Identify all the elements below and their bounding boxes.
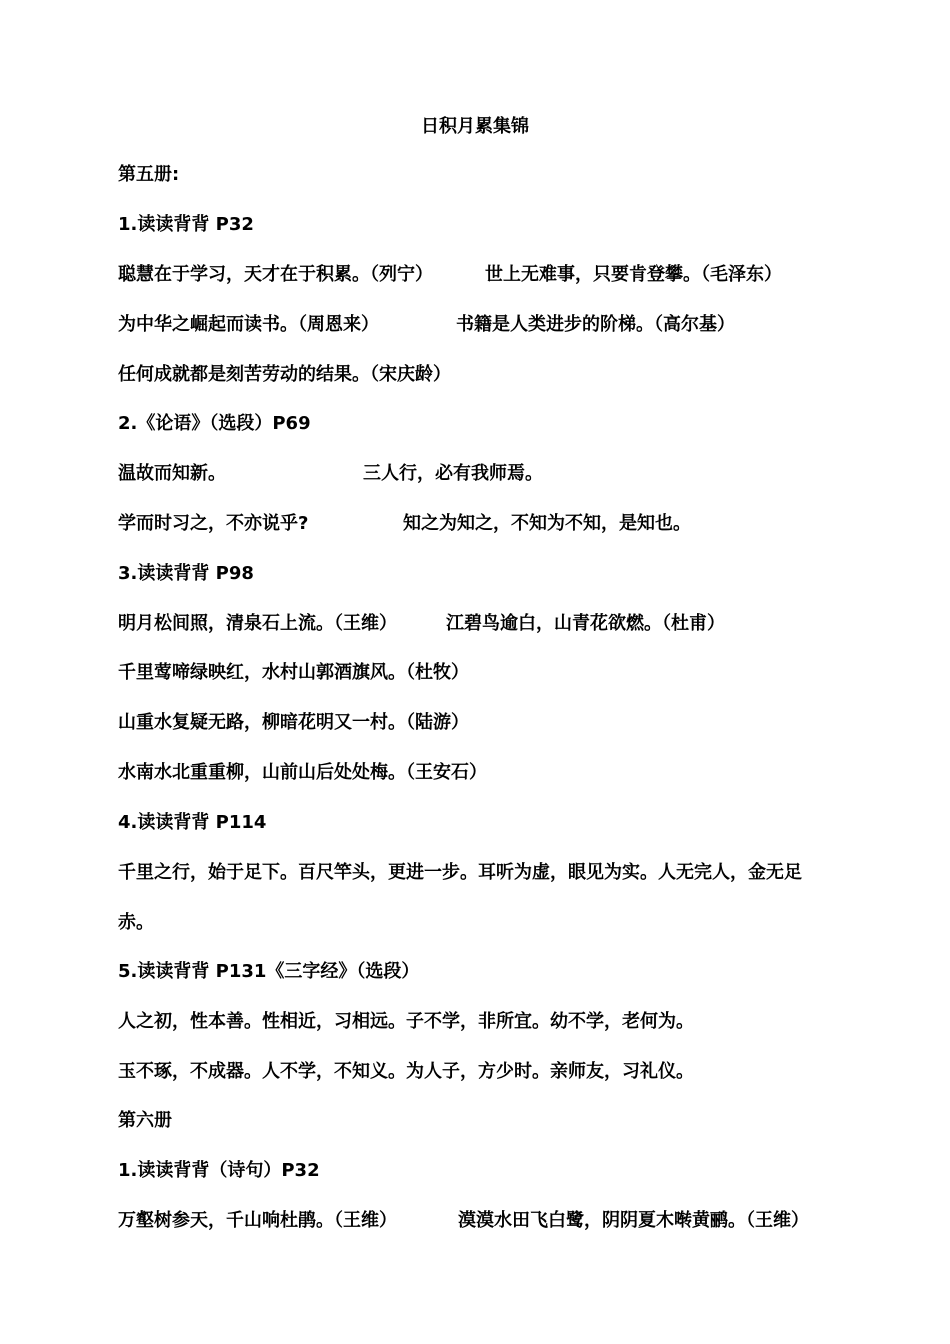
section3-heading: 3.读读背背 P98 [118, 563, 254, 584]
section2-line2 [118, 512, 691, 536]
section5-line1: 人之初，性本善。性相近，习相远。子不学，非所宜。幼不学，老何为。 [118, 1011, 694, 1032]
section4-line1: 千里之行，始于足下。百尺竿头，更进一步。耳听为虚，眼见为实。人无完人，金无足 [118, 862, 802, 883]
quote-zhou: 为中华之崛起而读书。（周恩来） [118, 314, 379, 335]
analects-4: 知之为知之，不知为不知，是知也。 [403, 513, 691, 534]
section4-line2: 赤。 [118, 912, 154, 933]
poem-wangwei-2: 万壑树参天，千山响杜鹃。（王维） [118, 1210, 397, 1231]
poem-dufu: 江碧鸟逾白，山青花欲燃。（杜甫） [446, 613, 725, 634]
section1-heading: 1.读读背背 P32 [118, 214, 254, 235]
quote-mao: 世上无难事，只要肯登攀。（毛泽东） [485, 264, 782, 285]
analects-2: 三人行，必有我师焉。 [363, 463, 543, 484]
book6-section1-line1 [118, 1209, 809, 1233]
section3-line1 [118, 612, 725, 636]
section3-line4: 水南水北重重柳，山前山后处处梅。（王安石） [118, 762, 487, 783]
section4-heading: 4.读读背背 P114 [118, 812, 267, 833]
book5-heading: 第五册: [118, 164, 180, 185]
section3-line3: 山重水复疑无路，柳暗花明又一村。（陆游） [118, 712, 469, 733]
section1-line1 [118, 263, 782, 287]
book6-section1-heading: 1.读读背背（诗句）P32 [118, 1160, 320, 1181]
section2-line1 [118, 462, 543, 486]
book6-heading: 第六册 [118, 1110, 172, 1131]
section2-heading: 2.《论语》（选段）P69 [118, 413, 311, 434]
quote-lenin: 聪慧在于学习，天才在于积累。（列宁） [118, 264, 433, 285]
analects-3: 学而时习之，不亦说乎? [118, 513, 309, 534]
quote-gorky: 书籍是人类进步的阶梯。（高尔基） [456, 314, 735, 335]
page-title: 日积月累集锦 [421, 116, 529, 137]
analects-1: 温故而知新。 [118, 463, 226, 484]
poem-wangwei-3: 漠漠水田飞白鹭，阴阴夏木啭黄鹂。（王维） [458, 1210, 809, 1231]
section1-line2 [118, 313, 735, 337]
poem-wangwei: 明月松间照，清泉石上流。（王维） [118, 613, 397, 634]
section5-line2: 玉不琢，不成器。人不学，不知义。为人子，方少时。亲师友，习礼仪。 [118, 1061, 694, 1082]
section1-line3: 任何成就都是刻苦劳动的结果。（宋庆龄） [118, 364, 451, 385]
section5-heading: 5.读读背背 P131《三字经》（选段） [118, 961, 420, 982]
section3-line2: 千里莺啼绿映红，水村山郭酒旗风。（杜牧） [118, 662, 469, 683]
